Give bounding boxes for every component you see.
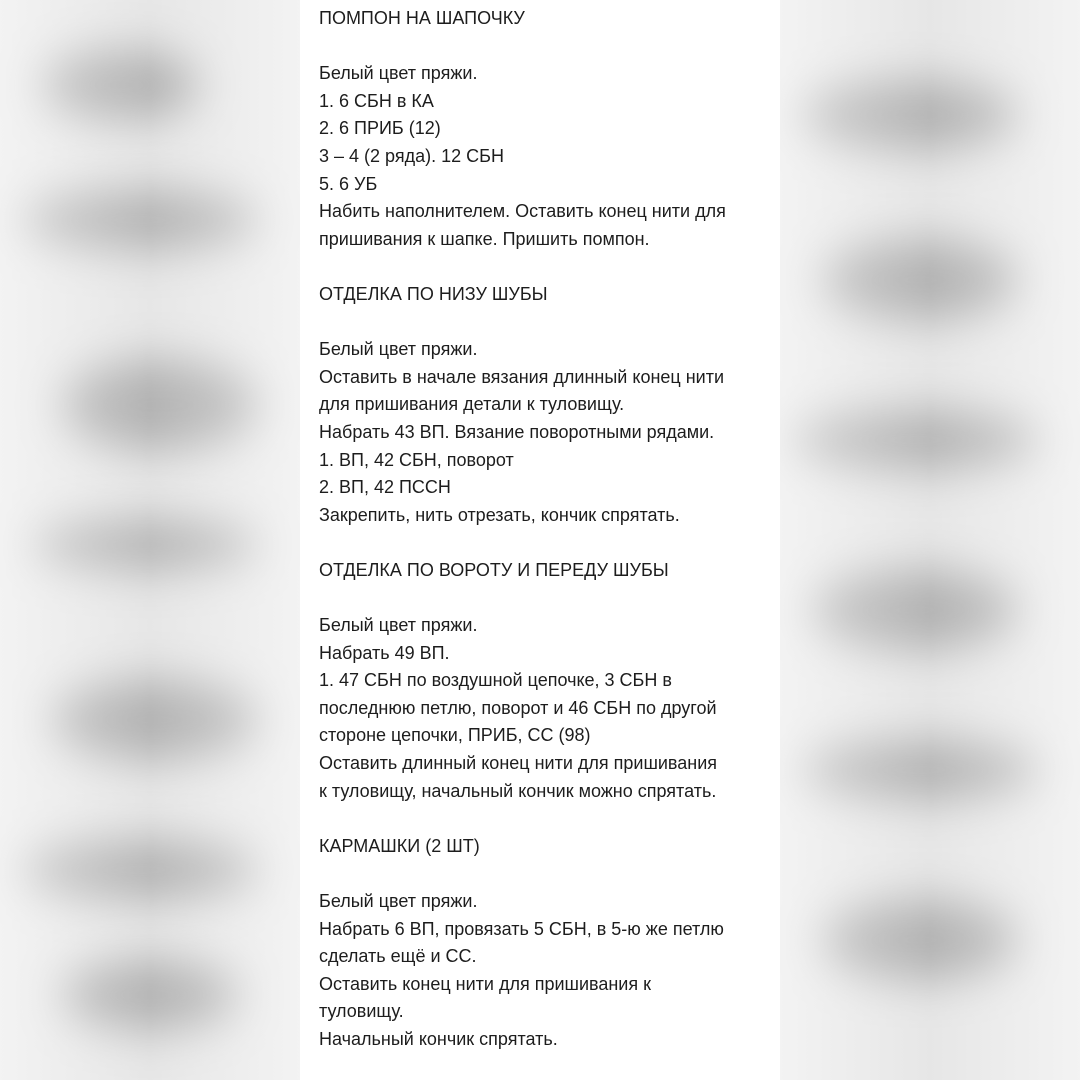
blurred-background-left <box>0 0 300 1080</box>
text-line: Белый цвет пряжи. <box>319 891 478 911</box>
text-line: 5. 6 УБ <box>319 173 378 194</box>
text-line: Белый цвет пряжи. <box>319 615 478 636</box>
document-page <box>300 0 780 1080</box>
blank-line <box>319 253 762 281</box>
text-line: туловищу. <box>319 1001 404 1022</box>
text-line: 1. 47 СБН по воздушной цепочке, 3 СБН в <box>319 670 672 691</box>
text-line: Оставить в начале вязания длинный конец нити <box>319 366 725 387</box>
blank-line <box>319 584 762 612</box>
blank-line <box>319 529 762 557</box>
section-pompon <box>319 5 762 281</box>
section-heading: ОТДЕЛКА ПО НИЗУ ШУБЫ <box>319 283 548 304</box>
text-line: Оставить длинный конец нити для пришивания <box>319 753 718 774</box>
blank-line <box>319 860 762 888</box>
text-line: сделать ещё и СС. <box>319 946 477 967</box>
text-line: Белый цвет пряжи. <box>319 63 478 84</box>
text-line: стороне цепочки, ПРИБ, СС (98) <box>319 725 591 746</box>
text-line: 1. 6 СБН в КА <box>319 90 434 111</box>
section-pockets <box>319 833 762 1054</box>
text-line: для пришивания детали к туловищу. <box>319 394 625 415</box>
blank-line <box>319 33 762 61</box>
text-line: пришивания к шапке. Пришить помпон. <box>319 228 650 249</box>
blank-line <box>319 805 762 833</box>
text-line: Начальный кончик спрятать. <box>319 1028 558 1049</box>
text-line: Оставить конец нити для пришивания к <box>319 973 651 994</box>
text-line: Набрать 6 ВП, провязать 5 СБН, в 5-ю же петлю <box>319 918 724 939</box>
text-line: Белый цвет пряжи. <box>319 339 478 360</box>
text-line: Набрать 49 ВП. <box>319 642 450 663</box>
text-line: к туловищу, начальный кончик можно спрятать. <box>319 780 717 801</box>
section-heading: КАРМАШКИ (2 ШТ) <box>319 835 480 856</box>
section-heading: ОТДЕЛКА ПО ВОРОТУ И ПЕРЕДУ ШУБЫ <box>319 559 669 580</box>
section-hem-trim <box>319 281 762 557</box>
text-line: 2. ВП, 42 ПССН <box>319 477 451 498</box>
text-line: Закрепить, нить отрезать, кончик спрятать. <box>319 504 680 525</box>
blank-line <box>319 309 762 337</box>
text-line: 2. 6 ПРИБ (12) <box>319 118 441 139</box>
section-heading: ПОМПОН НА ШАПОЧКУ <box>319 8 525 28</box>
text-line: 3 – 4 (2 ряда). 12 СБН <box>319 145 504 166</box>
text-line: последнюю петлю, поворот и 46 СБН по другой <box>319 697 717 718</box>
text-line: Набрать 43 ВП. Вязание поворотными рядами. <box>319 421 715 442</box>
blurred-background-right <box>780 0 1080 1080</box>
text-line: Набить наполнителем. Оставить конец нити для <box>319 201 726 222</box>
text-line: 1. ВП, 42 СБН, поворот <box>319 449 514 470</box>
section-collar-trim <box>319 557 762 833</box>
